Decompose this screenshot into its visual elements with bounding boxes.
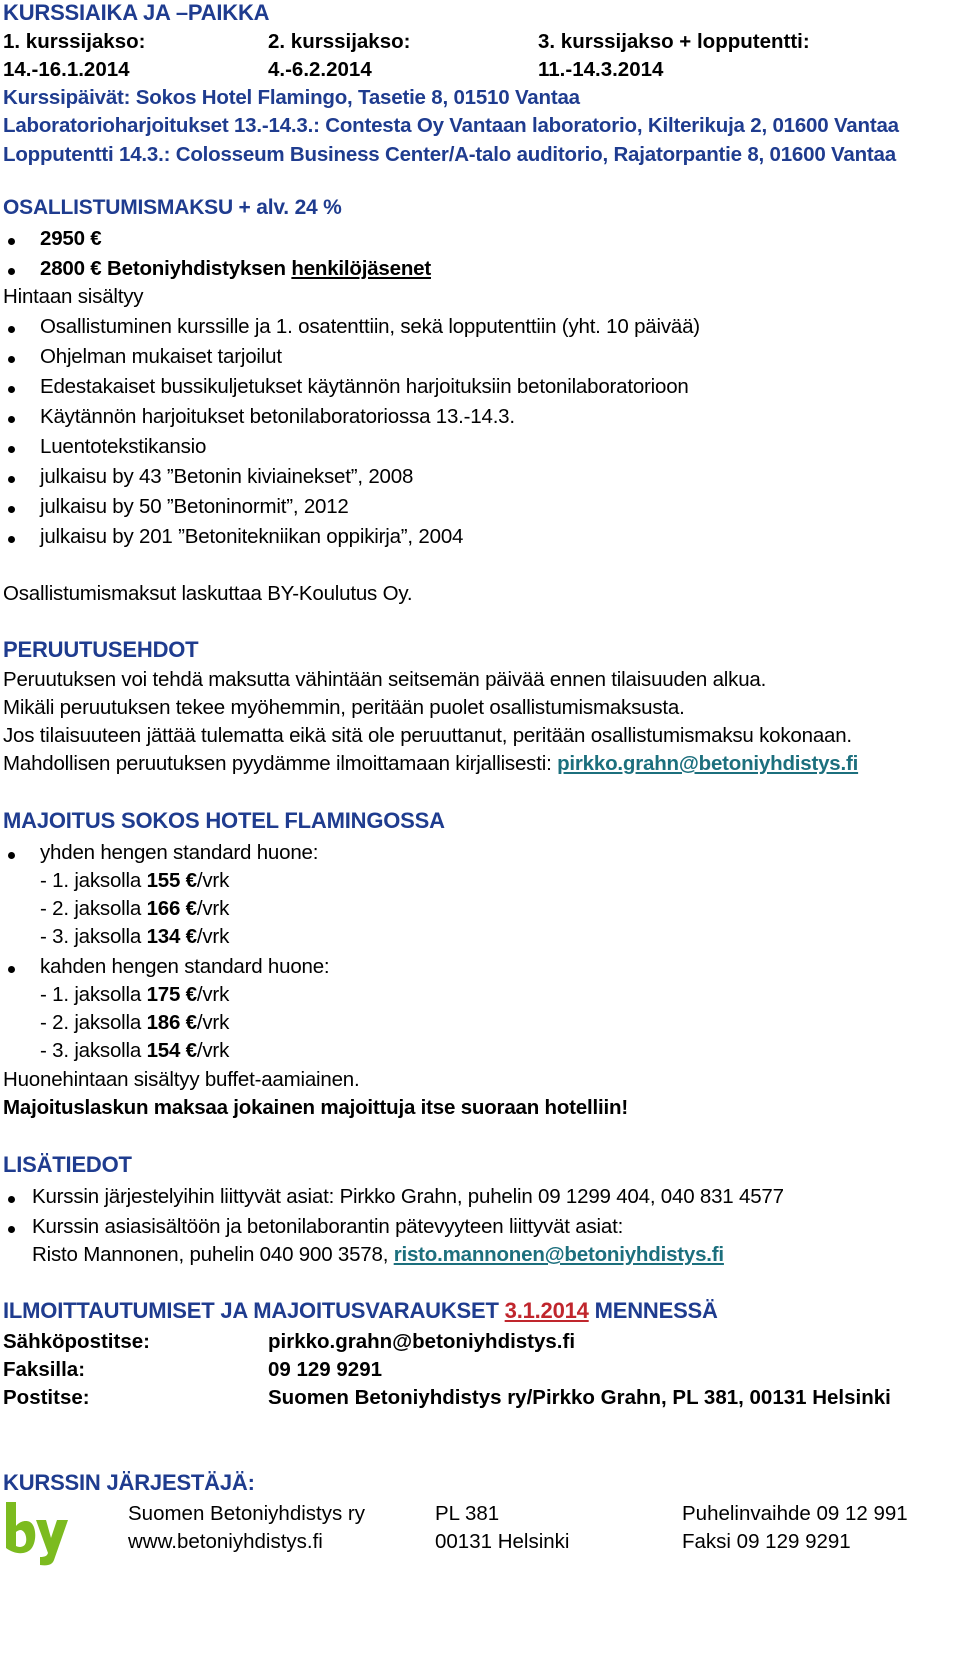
bullet-icon (8, 386, 15, 393)
included-item: Osallistuminen kurssille ja 1. osatenttiin, sekä lopputenttiin (yht. 10 päivää) (40, 315, 700, 338)
price-value: 186 € (146, 1011, 197, 1034)
price-unit: /vrk (196, 925, 230, 948)
registration-label: Faksilla: (3, 1358, 86, 1381)
fee-price-2-members: henkilöjäsenet (291, 257, 431, 280)
bullet-icon (8, 446, 15, 453)
cancellation-line: Peruutuksen voi tehdä maksutta vähintään seitsemän päivää ennen tilaisuuden alkua. (3, 668, 767, 691)
bullet-icon (8, 476, 15, 483)
registration-heading (3, 1298, 718, 1324)
cancellation-heading: PERUUTUSEHDOT (3, 637, 199, 662)
bullet-icon (8, 536, 15, 543)
lab-value: : Contesta Oy Vantaan laboratorio, Kilterikuja 2, 01600 Vantaa (313, 114, 899, 137)
registration-label: Sähköpostitse: (3, 1330, 150, 1353)
course-days: Kurssipäivät: Sokos Hotel Flamingo, Tasetie 8, 01510 Vantaa (3, 86, 580, 109)
price-value: 134 € (146, 925, 197, 948)
double-room-label: kahden hengen standard huone: (40, 955, 330, 978)
double-room-price (40, 1039, 229, 1063)
single-room-price (40, 925, 229, 949)
registration-value: Suomen Betoniyhdistys ry/Pirkko Grahn, PL 381, 00131 Helsinki (268, 1386, 891, 1409)
registration-deadline: 3.1.2014 (504, 1298, 589, 1323)
breakfast-note: Huonehintaan sisältyy buffet-aamiainen. (3, 1068, 360, 1091)
period-3-dates: 11.-14.3.2014 (538, 58, 664, 81)
bullet-icon (8, 326, 15, 333)
price-value: 154 € (146, 1039, 197, 1062)
price-period: - 3. jaksolla (40, 925, 147, 948)
info-contact (32, 1243, 724, 1267)
info-heading: LISÄTIEDOT (3, 1152, 132, 1177)
lab-label: Laboratorioharjoitukset 13.-14.3. (3, 114, 314, 137)
accommodation-billing: Majoituslaskun maksaa jokainen majoittuja itse suoraan hotelliin! (3, 1096, 628, 1119)
price-period: - 1. jaksolla (40, 869, 147, 892)
registration-heading-text: ILMOITTAUTUMISET JA MAJOITUSVARAUKSET (3, 1298, 505, 1323)
included-heading: Hintaan sisältyy (3, 285, 144, 308)
fee-price-1: 2950 € (40, 227, 102, 250)
organizer-fax: Faksi 09 129 9291 (682, 1530, 851, 1553)
organizer-city: 00131 Helsinki (435, 1530, 570, 1553)
price-value: 155 € (146, 869, 197, 892)
by-logo (2, 1500, 72, 1566)
cancellation-notify (3, 752, 858, 776)
included-item: Ohjelman mukaiset tarjoilut (40, 345, 282, 368)
price-period: - 2. jaksolla (40, 897, 147, 920)
fee-price-2-amount: 2800 € (40, 257, 102, 280)
cancellation-email-link[interactable]: pirkko.grahn@betoniyhdistys.fi (557, 752, 859, 775)
exam-value: : Colosseum Business Center/A-talo auditorio, Rajatorpantie 8, 01600 Vantaa (163, 143, 896, 166)
fee-price-2-text: Betoniyhdistyksen (101, 257, 292, 280)
price-unit: /vrk (196, 897, 230, 920)
info-email-link[interactable]: risto.mannonen@betoniyhdistys.fi (393, 1243, 724, 1266)
bullet-icon (8, 1226, 15, 1233)
price-period: - 1. jaksolla (40, 983, 147, 1006)
price-unit: /vrk (196, 983, 230, 1006)
info-contact-text: Risto Mannonen, puhelin 040 900 3578, (32, 1243, 394, 1266)
fee-heading: OSALLISTUMISMAKSU + alv. 24 % (3, 196, 342, 219)
registration-label: Postitse: (3, 1386, 90, 1409)
period-1-label: 1. kurssijakso: (3, 30, 146, 53)
single-room-label: yhden hengen standard huone: (40, 841, 319, 864)
fee-price-2 (40, 257, 431, 281)
included-item: julkaisu by 43 ”Betonin kiviainekset”, 2008 (40, 465, 414, 488)
fee-billing: Osallistumismaksut laskuttaa BY-Koulutus Oy. (3, 582, 413, 605)
cancellation-notify-text: Mahdollisen peruutuksen pyydämme ilmoittamaan kirjallisesti: (3, 752, 558, 775)
included-item: julkaisu by 50 ”Betoninormit”, 2012 (40, 495, 349, 518)
single-room-price (40, 897, 229, 921)
info-item: Kurssin asiasisältöön ja betonilaborantin pätevyyteen liittyvät asiat: (32, 1215, 624, 1238)
double-room-price (40, 1011, 229, 1035)
bullet-icon (8, 506, 15, 513)
single-room-price (40, 869, 229, 893)
bullet-icon (8, 1196, 15, 1203)
registration-value: 09 129 9291 (268, 1358, 383, 1381)
organizer-name: Suomen Betoniyhdistys ry (128, 1502, 366, 1525)
organizer-web: www.betoniyhdistys.fi (128, 1530, 323, 1553)
page-title: KURSSIAIKA JA –PAIKKA (3, 0, 270, 25)
included-item: Edestakaiset bussikuljetukset käytännön harjoituksiin betonilaboratorioon (40, 375, 689, 398)
price-unit: /vrk (196, 1011, 230, 1034)
bullet-icon (8, 356, 15, 363)
cancellation-line: Jos tilaisuuteen jättää tulematta eikä sitä ole peruuttanut, peritään osallistumismaksu kokonaan. (3, 724, 852, 747)
price-unit: /vrk (196, 869, 230, 892)
double-room-price (40, 983, 229, 1007)
period-3-label: 3. kurssijakso + lopputentti: (538, 30, 810, 53)
registration-heading-suffix: MENNESSÄ (588, 1298, 718, 1323)
bullet-icon (8, 852, 15, 859)
registration-value: pirkko.grahn@betoniyhdistys.fi (268, 1330, 576, 1353)
price-unit: /vrk (196, 1039, 230, 1062)
organizer-heading: KURSSIN JÄRJESTÄJÄ: (3, 1470, 255, 1495)
price-value: 175 € (146, 983, 197, 1006)
period-1-dates: 14.-16.1.2014 (3, 58, 130, 81)
price-period: - 2. jaksolla (40, 1011, 147, 1034)
bullet-icon (8, 416, 15, 423)
organizer-po-box: PL 381 (435, 1502, 500, 1525)
bullet-icon (8, 268, 15, 275)
exam-line (3, 143, 896, 167)
included-item: Luentotekstikansio (40, 435, 207, 458)
accommodation-heading: MAJOITUS SOKOS HOTEL FLAMINGOSSA (3, 808, 445, 833)
period-2-label: 2. kurssijakso: (268, 30, 411, 53)
included-item: Käytännön harjoitukset betonilaboratoriossa 13.-14.3. (40, 405, 515, 428)
exam-label: Lopputentti 14.3. (3, 143, 164, 166)
organizer-phone: Puhelinvaihde 09 12 991 (682, 1502, 908, 1525)
price-period: - 3. jaksolla (40, 1039, 147, 1062)
bullet-icon (8, 966, 15, 973)
included-item: julkaisu by 201 ”Betonitekniikan oppikirja”, 2004 (40, 525, 464, 548)
info-item: Kurssin järjestelyihin liittyvät asiat: Pirkko Grahn, puhelin 09 1299 404, 040 831 4577 (32, 1185, 784, 1208)
price-value: 166 € (146, 897, 197, 920)
bullet-icon (8, 238, 15, 245)
period-2-dates: 4.-6.2.2014 (268, 58, 372, 81)
by-logo-icon (2, 1500, 72, 1566)
cancellation-line: Mikäli peruutuksen tekee myöhemmin, peritään puolet osallistumismaksusta. (3, 696, 685, 719)
lab-line (3, 114, 899, 138)
